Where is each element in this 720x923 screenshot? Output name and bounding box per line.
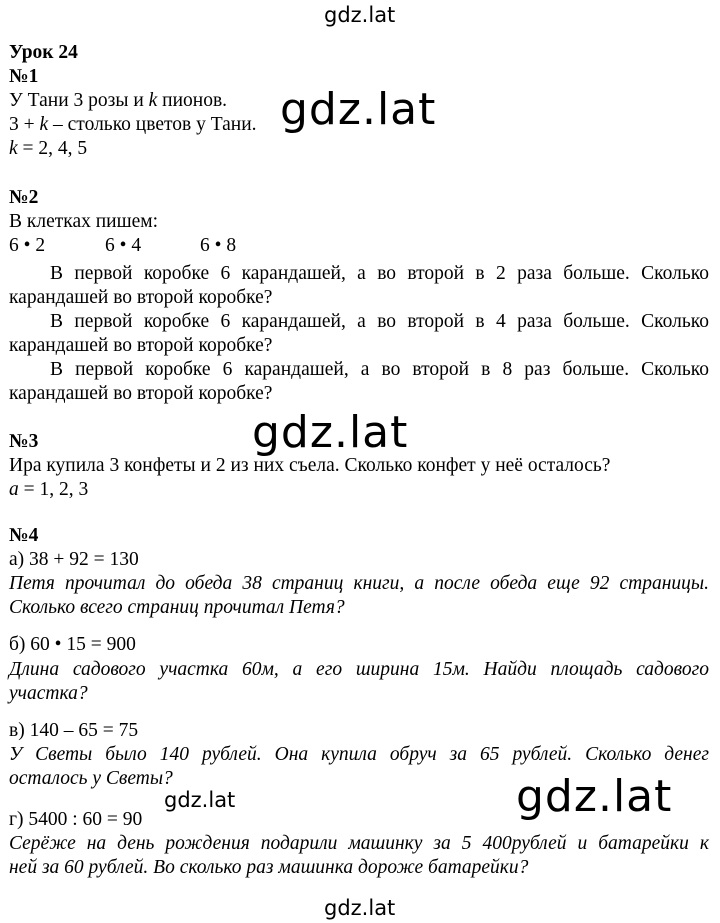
task4-v-line2: осталось у Светы? [9,768,173,789]
task2-p3-line1: В первой коробке 6 карандашей, а во второй в 8 раз больше. Сколько [50,359,709,380]
task4-v-expression: в) 140 – 65 = 75 [9,720,139,741]
task2-p1-line1: В первой коробке 6 карандашей, а во второй в 2 раза больше. Сколько [50,263,709,284]
task4-b-line2: участка? [9,683,88,704]
task2-p2-line2: карандашей во второй коробке? [9,335,273,356]
task4-b-line1: Длина садового участка 60м, а его ширина 15м. Найди площадь садового [9,659,709,680]
task2-expr-3: 6 • 8 [200,235,237,256]
task4-g-line2: ней за 60 рублей. Во сколько раз машинка дороже батарейки? [9,857,529,878]
task4-a-expression: а) 38 + 92 = 130 [9,549,139,570]
task4-g-expression: г) 5400 : 60 = 90 [9,809,143,830]
task1-line1: У Тани 3 розы и k пионов. [9,90,228,111]
task4-v-line1: У Светы было 140 рублей. Она купила обруч за 65 рублей. Сколько денег [9,744,709,765]
task4-a-line1: Петя прочитал до обеда 38 страниц книги, а после обеда еще 92 страницы. [9,573,709,594]
task2-expr-2: 6 • 4 [105,235,142,256]
watermark-top: gdz.lat [324,3,396,27]
task2-expressions [9,234,236,258]
task4-a-line2: Сколько всего страниц прочитал Петя? [9,597,345,618]
task4-g-line1: Серёже на день рождения подарили машинку за 5 400рублей и батарейки к [9,833,709,854]
task2-p2-line1: В первой коробке 6 карандашей, а во второй в 4 раза больше. Сколько [50,311,709,332]
watermark-large-1: gdz.lat [280,84,437,135]
task2-number: №2 [9,187,39,208]
task3-line1: Ира купила 3 конфеты и 2 из них съела. Сколько конфет у неё осталось? [9,455,611,476]
task2-intro: В клетках пишем: [9,211,159,232]
task2-p3-line2: карандашей во второй коробке? [9,383,273,404]
watermark-large-3: gdz.lat [516,771,673,822]
task2-p1-line2: карандашей во второй коробке? [9,287,273,308]
task1-line2: 3 + k – столько цветов у Тани. [9,114,257,135]
watermark-footer: gdz.lat [324,896,396,920]
task2-expr-1: 6 • 2 [9,235,46,256]
task1-number: №1 [9,66,39,87]
task4-b-expression: б) 60 • 15 = 900 [9,634,136,655]
lesson-title: Урок 24 [9,42,78,63]
task3-number: №3 [9,431,39,452]
task4-number: №4 [9,525,39,546]
task3-line2: a = 1, 2, 3 [9,479,89,500]
watermark-large-2: gdz.lat [252,407,409,458]
task1-line3: k = 2, 4, 5 [9,138,88,159]
watermark-small-bottom: gdz.lat [164,788,236,812]
